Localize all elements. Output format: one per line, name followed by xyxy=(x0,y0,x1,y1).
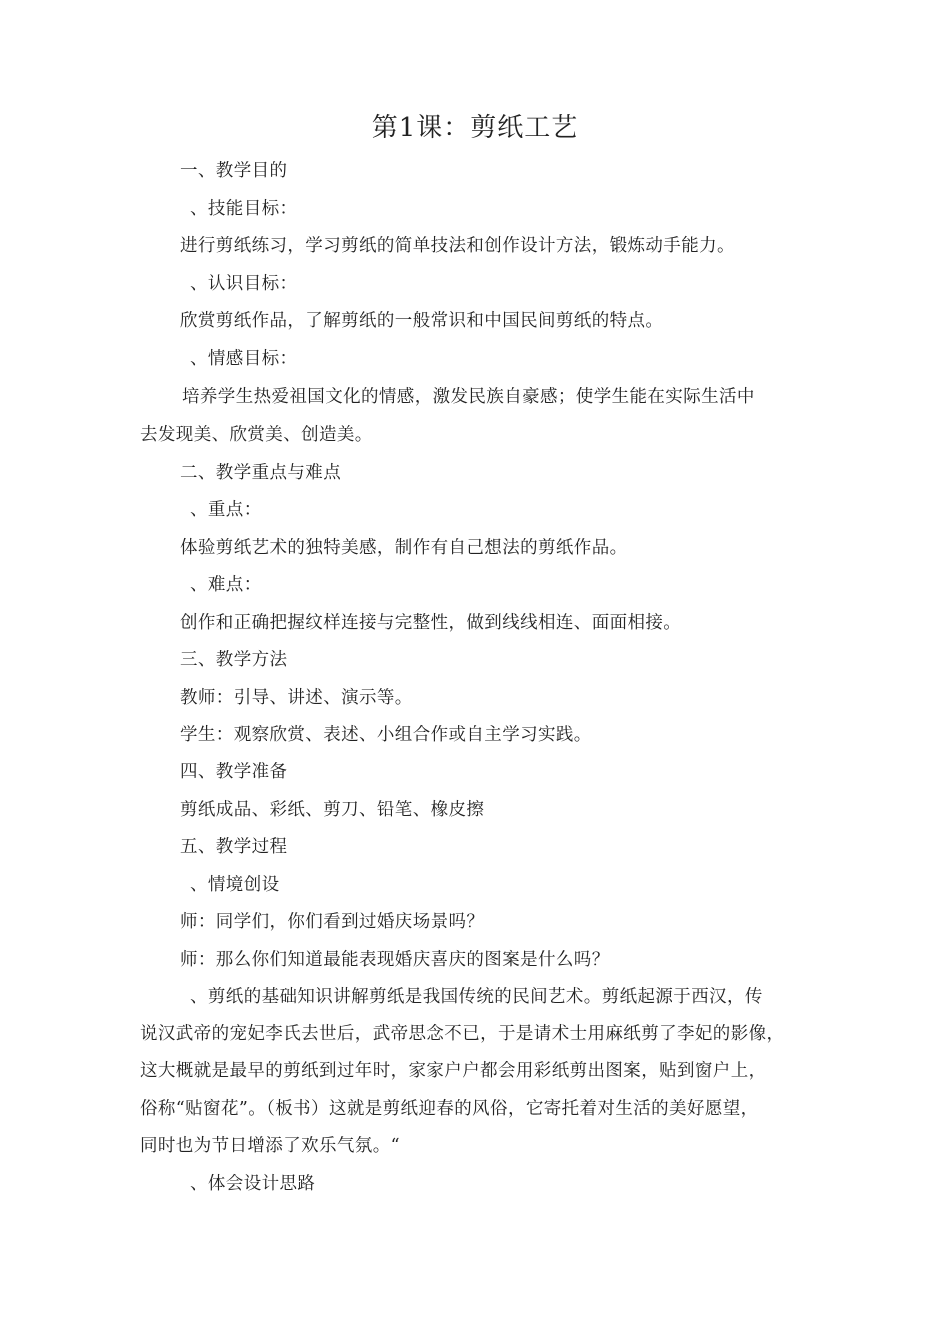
subheading-difficulty: 、难点： xyxy=(190,575,262,595)
paragraph-line: 师：那么你们知道最能表现婚庆喜庆的图案是什么吗？ xyxy=(180,950,610,970)
page-title: 第1课：剪纸工艺 xyxy=(371,113,579,143)
subheading-emotion-goal: 、情感目标： xyxy=(190,349,298,369)
paragraph-line: 去发现美、欣赏美、创造美。 xyxy=(140,425,373,445)
subheading-scenario: 、情境创设 xyxy=(190,875,280,895)
paragraph-line: 培养学生热爱祖国文化的情感，激发民族自豪感；使学生能在实际生活中 xyxy=(182,387,755,407)
paragraph-line: 体验剪纸艺术的独特美感，制作有自己想法的剪纸作品。 xyxy=(180,538,628,558)
paragraph-line: 创作和正确把握纹样连接与完整性，做到线线相连、面面相接。 xyxy=(180,613,682,633)
subheading-skill-goal: 、技能目标： xyxy=(190,199,298,219)
section-heading-process: 五、教学过程 xyxy=(180,837,288,857)
section-heading-key-points: 二、教学重点与难点 xyxy=(180,463,342,483)
paragraph-line: 这大概就是最早的剪纸到过年时，家家户户都会用彩纸剪出图案，贴到窗户上， xyxy=(140,1061,767,1081)
paragraph-line: 学生：观察欣赏、表述、小组合作或自主学习实践。 xyxy=(180,725,592,745)
section-heading-methods: 三、教学方法 xyxy=(180,650,288,670)
subheading-key-point: 、重点： xyxy=(190,500,262,520)
subheading-knowledge-goal: 、认识目标： xyxy=(190,274,298,294)
section-heading-objectives: 一、教学目的 xyxy=(180,161,288,181)
paragraph-line: 、剪纸的基础知识讲解剪纸是我国传统的民间艺术。剪纸起源于西汉，传 xyxy=(190,987,763,1007)
subheading-design-ideas: 、体会设计思路 xyxy=(190,1174,316,1194)
paragraph-line: 教师：引导、讲述、演示等。 xyxy=(180,688,413,708)
paragraph-line: 俗称“贴窗花”。（板书）这就是剪纸迎春的风俗，它寄托着对生活的美好愿望， xyxy=(140,1099,759,1119)
paragraph-line: 剪纸成品、彩纸、剪刀、铅笔、橡皮擦 xyxy=(180,800,485,820)
paragraph-line: 同时也为节日增添了欢乐气氛。“ xyxy=(140,1136,400,1156)
paragraph-line: 师：同学们，你们看到过婚庆场景吗？ xyxy=(180,912,485,932)
section-heading-preparation: 四、教学准备 xyxy=(180,762,288,782)
paragraph-line: 欣赏剪纸作品，了解剪纸的一般常识和中国民间剪纸的特点。 xyxy=(180,311,664,331)
paragraph-line: 进行剪纸练习，学习剪纸的简单技法和创作设计方法，锻炼动手能力。 xyxy=(180,236,735,256)
paragraph-line: 说汉武帝的宠妃李氏去世后，武帝思念不已，于是请术士用麻纸剪了李妃的影像， xyxy=(140,1024,785,1044)
